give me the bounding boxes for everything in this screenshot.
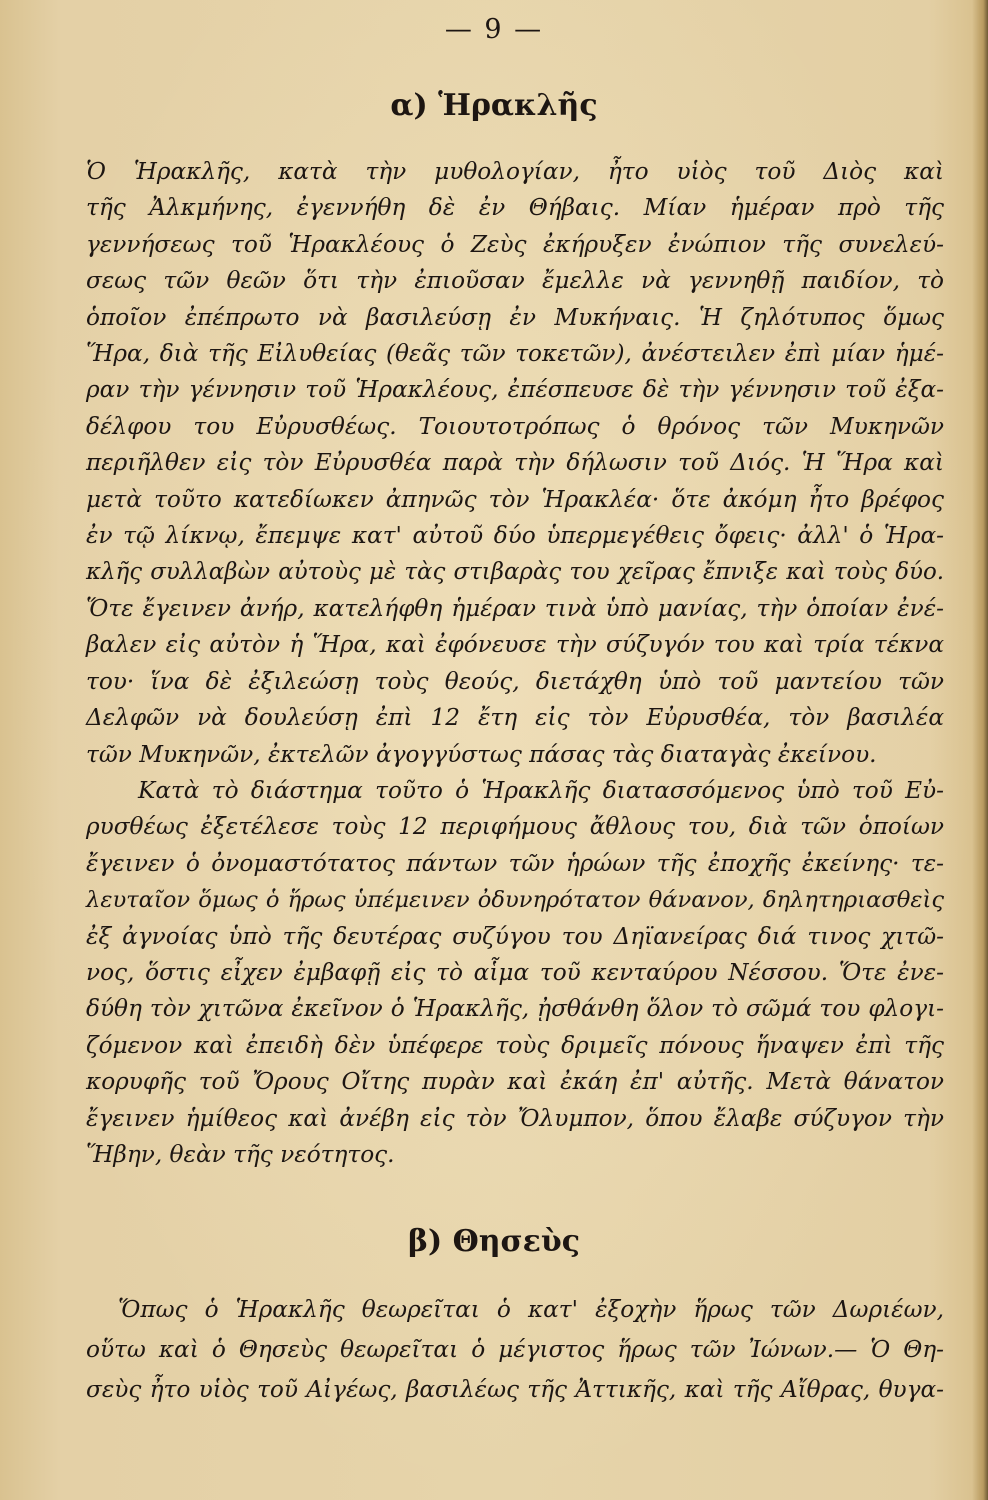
text-line: του· ἵνα δὲ ἐξιλεώσῃ τοὺς θεούς, διετάχθη ὑπὸ τοῦ μαντείου τῶν <box>86 667 944 695</box>
text-line: λευταῖον ὅμως ὁ ἥρως ὑπέμεινεν ὀδυνηρότατον θάνανον, δηλητηριασθεὶς <box>86 887 944 914</box>
text-line: ζόμενον καὶ ἐπειδὴ δὲν ὑπέφερε τοὺς δριμεῖς πόνους ἥναψεν ἐπὶ τῆς <box>86 1031 944 1059</box>
text-line: περιῆλθεν εἰς τὸν Εὐρυσθέα παρὰ τὴν δήλωσιν τοῦ Διός. Ἡ Ἥρα καὶ <box>86 449 944 477</box>
section-body-heracles <box>86 154 944 1173</box>
text-line: ἔγεινεν ὁ ὀνομαστότατος πάντων τῶν ἡρώων τῆς ἐποχῆς ἐκείνης· τε- <box>86 849 944 877</box>
section-body-theseus <box>86 1290 944 1410</box>
text-line: ἐν τῷ λίκνῳ, ἔπεμψε κατ' αὐτοῦ δύο ὑπερμεγέθεις ὄφεις· ἀλλ' ὁ Ἡρα- <box>86 522 944 550</box>
text-line: ρυσθέως ἐξετέλεσε τοὺς 12 περιφήμους ἄθλους του, διὰ τῶν ὁποίων <box>86 813 944 841</box>
text-line: Κατὰ τὸ διάστημα τοῦτο ὁ Ἡρακλῆς διατασσόμενος ὑπὸ τοῦ Εὐ- <box>138 776 944 804</box>
text-line: δύθη τὸν χιτῶνα ἐκεῖνον ὁ Ἡρακλῆς, ᾐσθάνθη ὅλον τὸ σῶμά του φλογι- <box>86 995 944 1023</box>
text-line: ἐξ ἀγνοίας ὑπὸ τῆς δευτέρας συζύγου του Δηϊανείρας διά τινος χιτῶ- <box>86 922 944 950</box>
text-line: Ὅπως ὁ Ἡρακλῆς θεωρεῖται ὁ κατ' ἐξοχὴν ἥρως τῶν Δωριέων, <box>118 1296 944 1323</box>
text-line: γεννήσεως τοῦ Ἡρακλέους ὁ Ζεὺς ἐκήρυξεν ἐνώπιον τῆς συνελεύ- <box>86 230 944 258</box>
text-line: τῶν Μυκηνῶν, ἐκτελῶν ἀγογγύστως πάσας τὰς διαταγὰς ἐκείνου. <box>86 740 877 768</box>
text-line: νος, ὅστις εἶχεν ἐμβαφῇ εἰς τὸ αἷμα τοῦ κενταύρου Νέσσου. Ὅτε ἐνε- <box>86 958 944 986</box>
text-line: ἔγεινεν ἡμίθεος καὶ ἀνέβη εἰς τὸν Ὄλυμπον, ὅπου ἔλαβε σύζυγον τὴν <box>86 1104 944 1132</box>
text-line: σεως τῶν θεῶν ὅτι τὴν ἐπιοῦσαν ἔμελλε νὰ γεννηθῇ παιδίον, τὸ <box>86 267 944 295</box>
text-line: κλῆς συλλαβὼν αὐτοὺς μὲ τὰς στιβαρὰς του χεῖρας ἔπνιξε καὶ τοὺς δύο. <box>86 559 944 586</box>
text-line: σεὺς ἦτο υἱὸς τοῦ Αἰγέως, βασιλέως τῆς Ἀττικῆς, καὶ τῆς Αἴθρας, θυγα- <box>86 1376 944 1403</box>
text-line: Ἥβην, θεὰν τῆς νεότητος. <box>86 1140 395 1168</box>
text-line: Δελφῶν νὰ δουλεύσῃ ἐπὶ 12 ἔτη εἰς τὸν Εὐρυσθέα, τὸν βασιλέα <box>86 704 944 732</box>
text-line: ὁποῖον ἐπέπρωτο νὰ βασιλεύσῃ ἐν Μυκήναις. Ἡ ζηλότυπος ὅμως <box>86 303 944 331</box>
text-line: ραν τὴν γέννησιν τοῦ Ἡρακλέους, ἐπέσπευσε δὲ τὴν γέννησιν τοῦ ἐξα- <box>86 376 944 404</box>
text-line: κορυφῆς τοῦ Ὄρους Οἴτης πυρὰν καὶ ἐκάη ἐπ' αὐτῆς. Μετὰ θάνατον <box>86 1068 944 1096</box>
text-line: Ἥρα, διὰ τῆς Εἰλυθείας (θεᾶς τῶν τοκετῶν), ἀνέστειλεν ἐπὶ μίαν ἡμέ- <box>86 340 944 368</box>
page-number: — 9 — <box>444 14 544 45</box>
section-heading-theseus: β) Θησεὺς <box>408 1224 580 1259</box>
text-line: μετὰ τοῦτο κατεδίωκεν ἀπηνῶς τὸν Ἡρακλέα· ὅτε ἀκόμη ἦτο βρέφος <box>86 485 944 513</box>
text-line: Ὁ Ἡρακλῆς, κατὰ τὴν μυθολογίαν, ἦτο υἱὸς τοῦ Διὸς καὶ <box>86 158 944 185</box>
page-edge-shadow <box>972 0 988 1500</box>
section-heading-heracles: α) Ἡρακλῆς <box>390 88 598 123</box>
text-line: Ὅτε ἔγεινεν ἀνήρ, κατελήφθη ἡμέραν τινὰ ὑπὸ μανίας, τὴν ὁποίαν ἐνέ- <box>86 594 944 622</box>
text-line: βαλεν εἰς αὐτὸν ἡ Ἥρα, καὶ ἐφόνευσε τὴν σύζυγόν του καὶ τρία τέκνα <box>86 631 944 659</box>
text-line: τῆς Ἀλκμήνης, ἐγεννήθη δὲ ἐν Θήβαις. Μίαν ἡμέραν πρὸ τῆς <box>86 194 944 222</box>
text-line: οὕτω καὶ ὁ Θησεὺς θεωρεῖται ὁ μέγιστος ἥρως τῶν Ἰώνων.— Ὁ Θη- <box>86 1336 944 1363</box>
text-line: δέλφου του Εὐρυσθέως. Τοιουτοτρόπως ὁ θρόνος τῶν Μυκηνῶν <box>86 412 944 440</box>
